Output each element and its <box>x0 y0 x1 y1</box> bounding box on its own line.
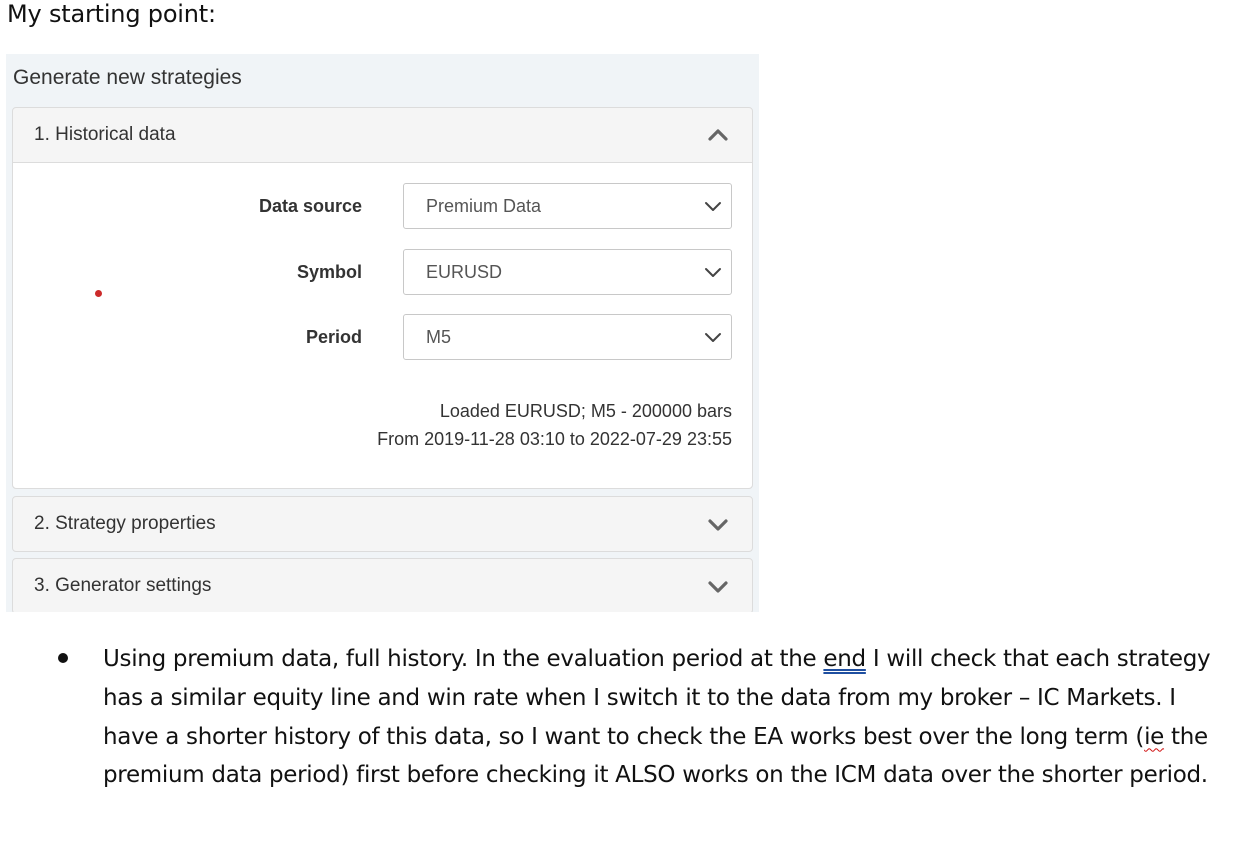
data-source-value: Premium Data <box>426 196 542 216</box>
bullet-icon <box>58 653 68 663</box>
bullet-text <box>103 640 1223 795</box>
chevron-down-icon[interactable] <box>706 497 730 551</box>
symbol-value: EURUSD <box>426 262 503 282</box>
symbol-label: Symbol <box>296 262 362 282</box>
accordion-label: 2. Strategy properties <box>34 513 216 534</box>
bullet-text-part: Using premium data, full history. In the evaluation period at the <box>103 646 824 672</box>
generate-strategies-panel <box>6 54 759 612</box>
accordion-label: 1. Historical data <box>34 124 176 145</box>
historical-data-body <box>13 162 752 488</box>
chevron-down-icon <box>703 197 723 215</box>
spellcheck-flagged-word: ie <box>1144 723 1165 750</box>
period-select[interactable] <box>403 314 732 360</box>
accordion-header-historical-data[interactable] <box>13 108 752 162</box>
data-source-row <box>13 183 752 229</box>
loaded-data-info <box>377 397 732 453</box>
chevron-down-icon <box>703 328 723 346</box>
accordion-strategy-properties <box>12 496 753 552</box>
underlined-word: end <box>823 646 866 672</box>
chevron-up-icon[interactable] <box>706 108 730 162</box>
loaded-date-range: From 2019-11-28 03:10 to 2022-07-29 23:55 <box>377 429 732 449</box>
data-source-select[interactable] <box>403 183 732 229</box>
data-source-label: Data source <box>258 196 362 216</box>
cursor-marker-dot <box>95 290 102 297</box>
accordion-label: 3. Generator settings <box>34 575 212 596</box>
accordion-generator-settings <box>12 558 753 612</box>
symbol-select[interactable] <box>403 249 732 295</box>
chevron-down-icon <box>703 263 723 281</box>
period-value: M5 <box>426 327 452 347</box>
accordion-historical-data <box>12 107 753 489</box>
intro-text: My starting point: <box>7 0 216 28</box>
panel-title: Generate new strategies <box>13 66 242 89</box>
bullet-text-part: I will check that each strategy has a similar equity line and win rate when I switch it to the data from my broker – IC Markets. I have a shorter history of this data, so I want to check the EA works best over the long term ( <box>103 646 1211 750</box>
accordion-header-strategy-properties[interactable] <box>13 497 752 551</box>
accordion-header-generator-settings[interactable] <box>13 559 752 612</box>
loaded-summary: Loaded EURUSD; M5 - 200000 bars <box>439 401 732 421</box>
bullet-text-part: the premium data period) first before checking it ALSO works on the ICM data over the shorter period. <box>103 723 1208 789</box>
period-row <box>13 314 752 360</box>
period-label: Period <box>305 327 362 347</box>
chevron-down-icon[interactable] <box>706 559 730 612</box>
symbol-row <box>13 249 752 295</box>
